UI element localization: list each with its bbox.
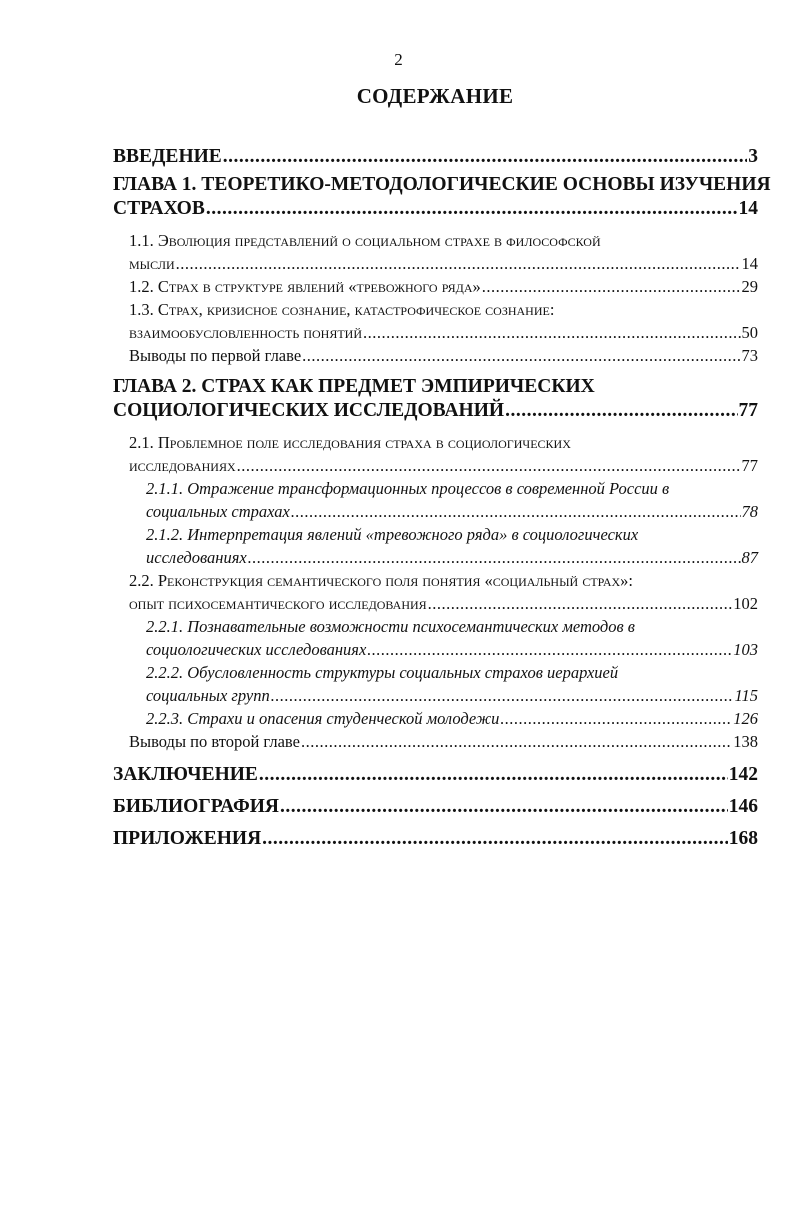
- toc-entry-introduction[interactable]: [113, 145, 758, 169]
- toc-entry-chapter-2[interactable]: [113, 375, 758, 423]
- toc-entry-conclusion[interactable]: [113, 763, 758, 787]
- toc-entry-text-cont: исследованиях: [129, 456, 236, 475]
- toc-entry-text: ГЛАВА 1. ТЕОРЕТИКО-МЕТОДОЛОГИЧЕСКИЕ ОСНОВЫ ИЗУЧЕНИЯ: [113, 174, 771, 195]
- toc-entry-text: Выводы по первой главе: [129, 346, 302, 365]
- toc-entry-text: 2.2.2. Обусловленность структуры социальных страхов иерархией: [146, 663, 619, 682]
- toc-page-number: 78: [741, 502, 758, 521]
- toc-page-number: 87: [741, 548, 758, 567]
- leader-dots: [482, 275, 741, 298]
- toc-entry-text-cont: СТРАХОВ: [113, 198, 205, 219]
- page-title: СОДЕРЖАНИЕ: [356, 84, 514, 108]
- toc-entry-text: 2.1.2. Интерпретация явлений «тревожного ряда» в социологических: [146, 525, 639, 544]
- toc-entry-text: ПРИЛОЖЕНИЯ: [113, 828, 262, 849]
- leader-dots: [291, 500, 741, 523]
- toc-page-number: 126: [733, 709, 758, 728]
- toc-entry-text-cont: социальных страхах: [146, 502, 290, 521]
- toc-page-number: 168: [728, 828, 758, 849]
- toc-entry-text: БИБЛИОГРАФИЯ: [113, 796, 280, 817]
- leader-dots: [248, 546, 741, 569]
- toc-page-number: 14: [741, 254, 758, 273]
- table-of-contents: [113, 145, 771, 851]
- toc-entry-text-cont: СОЦИОЛОГИЧЕСКИХ ИССЛЕДОВАНИЙ: [113, 400, 505, 421]
- toc-entry-section-2-1[interactable]: [113, 431, 758, 477]
- toc-entry-bibliography[interactable]: [113, 795, 758, 819]
- toc-entry-chapter-1[interactable]: [113, 173, 771, 221]
- toc-entry-text-cont: опыт психосемантического исследования: [129, 594, 427, 613]
- leader-dots: [280, 795, 728, 819]
- toc-entry-section-1-2[interactable]: [113, 275, 758, 298]
- toc-page-number: 73: [741, 346, 758, 365]
- toc-entry-text: 1.3. Страх, кризисное сознание, катастрофическое сознание:: [129, 300, 555, 319]
- toc-entry-text: 2.2. Реконструкция семантического поля понятия «социальный страх»:: [129, 571, 633, 590]
- leader-dots: [302, 344, 740, 367]
- toc-entry-subsection-2-1-2[interactable]: [113, 523, 758, 569]
- toc-page-number: 77: [741, 456, 758, 475]
- leader-dots: [271, 684, 734, 707]
- toc-entry-text: 2.1.1. Отражение трансформационных процессов в современной России в: [146, 479, 670, 498]
- toc-page-number: 14: [738, 198, 758, 219]
- toc-page-number: 103: [733, 640, 758, 659]
- toc-entry-text-cont: социальных групп: [146, 686, 270, 705]
- toc-entry-subsection-2-2-3[interactable]: [113, 707, 758, 730]
- toc-entry-section-1-1[interactable]: [113, 229, 758, 275]
- leader-dots: [428, 592, 733, 615]
- toc-entry-section-2-2[interactable]: [113, 569, 758, 615]
- leader-dots: [223, 145, 747, 169]
- toc-page-number: 50: [741, 323, 758, 342]
- leader-dots: [505, 399, 737, 423]
- leader-dots: [301, 730, 732, 753]
- toc-page-number: 29: [741, 277, 758, 296]
- toc-entry-text: 2.2.3. Страхи и опасения студенческой молодежи: [146, 709, 500, 728]
- toc-entry-subsection-2-1-1[interactable]: [113, 477, 758, 523]
- toc-page-number: 146: [728, 796, 758, 817]
- toc-page-number: 77: [738, 400, 758, 421]
- toc-entry-text: 2.2.1. Познавательные возможности психосемантических методов в: [146, 617, 635, 636]
- toc-entry-text: ЗАКЛЮЧЕНИЕ: [113, 764, 258, 785]
- toc-entry-conclusions-2[interactable]: [113, 730, 758, 753]
- toc-entry-text-cont: социологических исследованиях: [146, 640, 367, 659]
- leader-dots: [363, 321, 741, 344]
- leader-dots: [237, 454, 741, 477]
- toc-page-number: 142: [728, 764, 758, 785]
- leader-dots: [367, 638, 732, 661]
- toc-entry-text: Выводы по второй главе: [129, 732, 300, 751]
- toc-entry-text: 1.2. Страх в структуре явлений «тревожного ряда»: [129, 277, 481, 296]
- toc-entry-text-cont: взаимообусловленность понятий: [129, 323, 362, 342]
- leader-dots: [176, 252, 741, 275]
- toc-entry-appendices[interactable]: [113, 827, 758, 851]
- leader-dots: [262, 827, 728, 851]
- page-number: 2: [394, 50, 403, 69]
- toc-entry-text-cont: мысли: [129, 254, 175, 273]
- toc-entry-text: 1.1. Эволюция представлений о социальном страхе в философской: [129, 231, 601, 250]
- toc-page-number: 102: [733, 594, 758, 613]
- toc-entry-subsection-2-2-2[interactable]: [113, 661, 758, 707]
- toc-entry-subsection-2-2-1[interactable]: [113, 615, 758, 661]
- toc-entry-section-1-3[interactable]: [113, 298, 758, 344]
- toc-entry-text-cont: исследованиях: [146, 548, 247, 567]
- toc-entry-text: 2.1. Проблемное поле исследования страха в социологических: [129, 433, 571, 452]
- toc-page-number: 138: [733, 732, 758, 751]
- leader-dots: [500, 707, 732, 730]
- toc-page-number: 115: [734, 686, 758, 705]
- leader-dots: [206, 197, 738, 221]
- toc-entry-text: ВВЕДЕНИЕ: [113, 146, 222, 167]
- leader-dots: [259, 763, 728, 787]
- toc-page-number: 3: [748, 146, 758, 167]
- toc-entry-text: ГЛАВА 2. СТРАХ КАК ПРЕДМЕТ ЭМПИРИЧЕСКИХ: [113, 376, 595, 397]
- toc-entry-conclusions-1[interactable]: [113, 344, 758, 367]
